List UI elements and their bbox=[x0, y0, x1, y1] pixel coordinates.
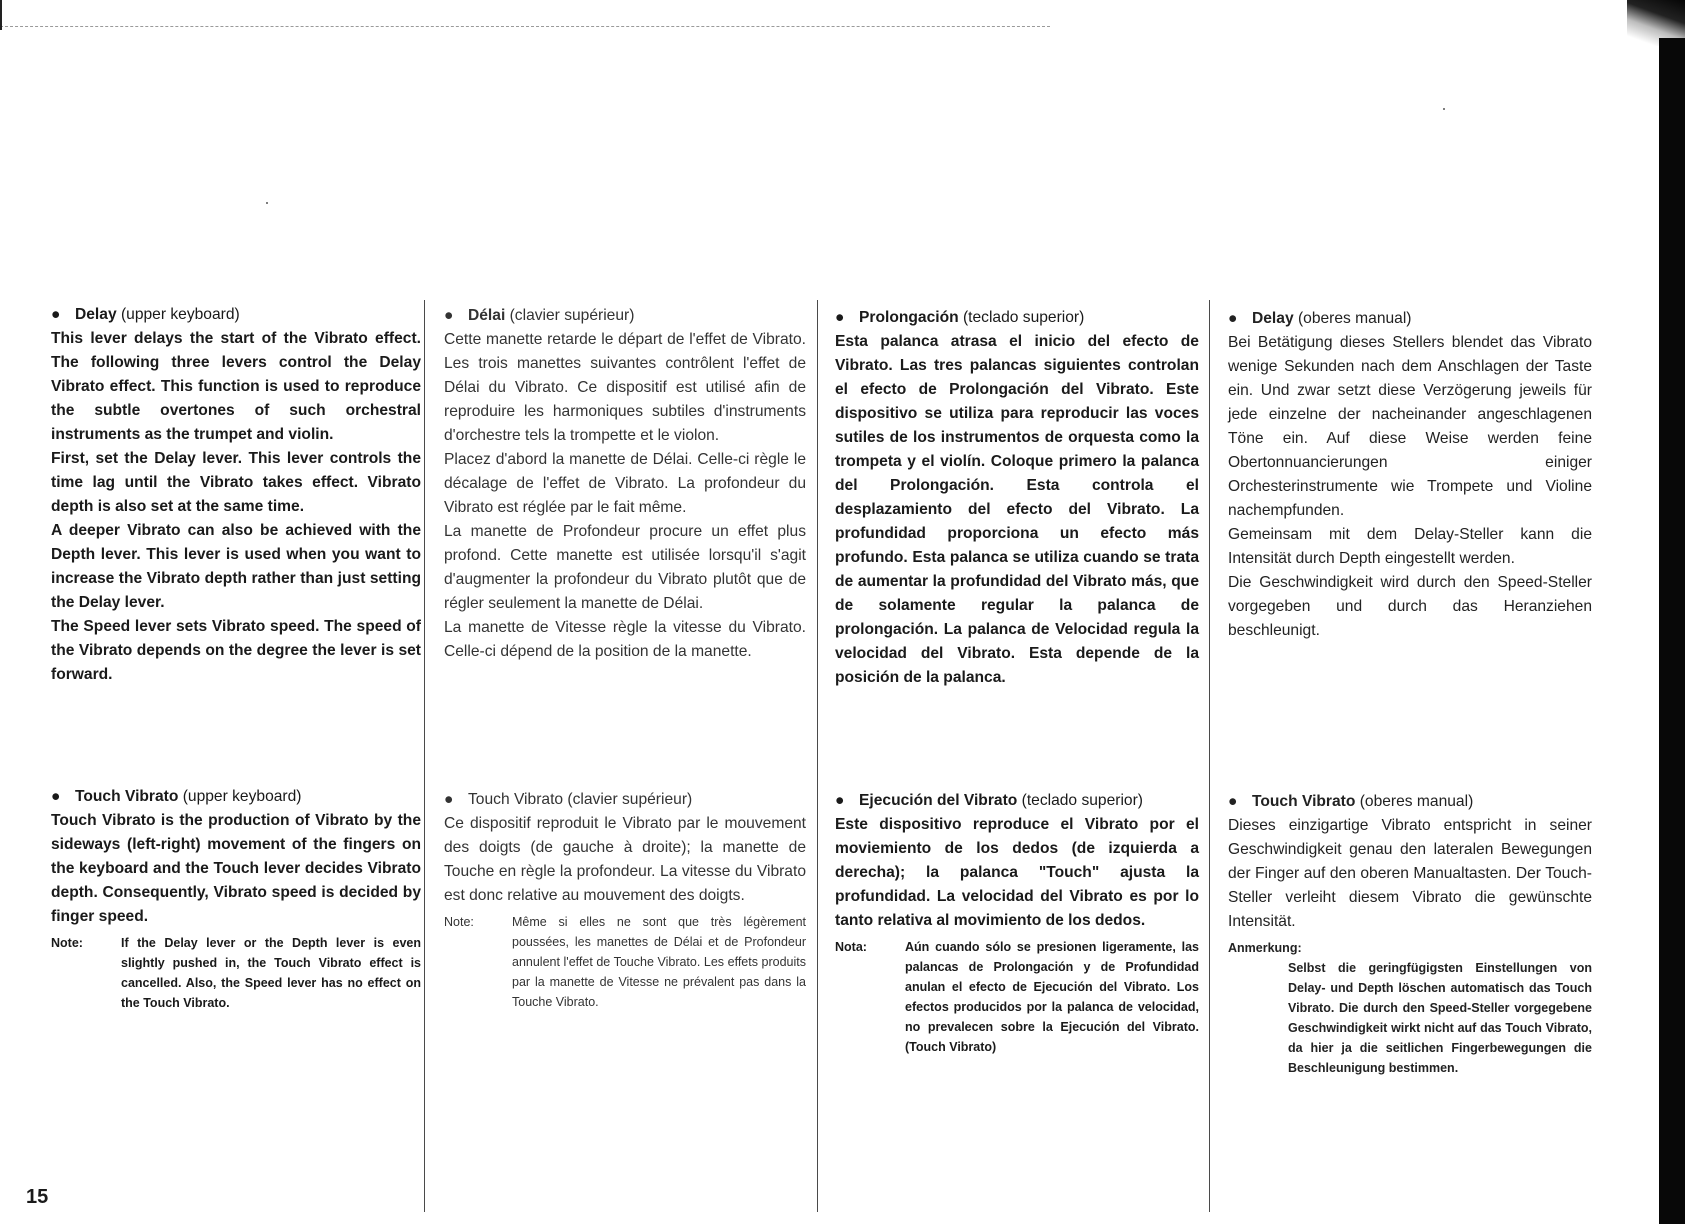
section-qualifier: (upper keyboard) bbox=[178, 788, 302, 805]
bullet-icon: ● bbox=[51, 306, 61, 323]
page-number: 15 bbox=[26, 1186, 49, 1208]
section-title: Délai bbox=[468, 307, 506, 324]
scan-speck bbox=[266, 202, 268, 204]
note-label: Anmerkung: bbox=[1228, 941, 1302, 955]
bullet-icon: ● bbox=[835, 792, 845, 809]
section-qualifier: (oberes manual) bbox=[1293, 310, 1412, 327]
english-touch-section bbox=[51, 785, 421, 1013]
section-title: Delay bbox=[1252, 310, 1294, 327]
scan-corner-mark bbox=[0, 0, 2, 30]
bullet-icon: ● bbox=[835, 309, 845, 326]
section-qualifier: (upper keyboard) bbox=[116, 306, 240, 323]
section-qualifier: (oberes manual) bbox=[1355, 793, 1474, 810]
bullet-icon: ● bbox=[444, 791, 454, 808]
scan-top-rule bbox=[0, 26, 1050, 27]
spanish-touch-section bbox=[835, 789, 1199, 1057]
bullet-icon: ● bbox=[1228, 793, 1238, 810]
column-divider bbox=[817, 300, 818, 1212]
english-delay-section bbox=[51, 303, 421, 687]
section-body: Ce dispositif reproduit le Vibrato par le mouvement des doigts (de gauche à droite); la manette de Touche en règle la profondeur. La vitesse du Vibrato est donc relative au mouvement des doigts. bbox=[444, 815, 806, 904]
note bbox=[51, 933, 421, 1013]
section-title: Prolongación bbox=[859, 309, 959, 326]
section-title: Touch Vibrato bbox=[75, 788, 179, 805]
note-label: Nota: bbox=[835, 940, 867, 954]
spanish-delay-section bbox=[835, 306, 1199, 690]
note bbox=[1228, 938, 1592, 1078]
section-title: Touch Vibrato bbox=[1252, 793, 1356, 810]
section-body: This lever delays the start of the Vibrato effect. The following three levers control the Delay Vibrato effect. This function is used to reproduce the subtle overtones of such orchestral instruments as the trumpet and violin. First, set the Delay lever. This lever controls the time lag until the Vibrato takes effect. Vibrato depth is also set at the same time. A deeper Vibrato can also be achieved with the Depth lever. This lever is used when you want to increase the Vibrato depth rather than just setting the Delay lever. The Speed lever sets Vibrato speed. The speed of the Vibrato depends on the degree the lever is set forward. bbox=[51, 330, 421, 683]
section-body: Touch Vibrato is the production of Vibrato by the sideways (left-right) movement of the fingers on the keyboard and the Touch lever decides Vibrato depth. Consequently, Vibrato speed is decided by finger speed. bbox=[51, 812, 421, 925]
bullet-icon: ● bbox=[444, 307, 454, 324]
bullet-icon: ● bbox=[51, 788, 61, 805]
note bbox=[835, 937, 1199, 1057]
note-label: Note: bbox=[444, 915, 474, 929]
note-text: Aún cuando sólo se presionen ligeramente, las palancas de Prolongación y de Profundidad anulan el efecto de Ejecución del Vibrato. Los efectos producidos por la palanca de velocidad, no prevalecen sobre la Ejecución del Vibrato. (Touch Vibrato) bbox=[905, 940, 1199, 1054]
note bbox=[444, 912, 806, 1012]
section-title: Delay bbox=[75, 306, 117, 323]
section-body: Cette manette retarde le départ de l'effet de Vibrato. Les trois manettes suivantes contrôlent l'effet de Délai du Vibrato. Ce dispositif est utilisé afin de reproduire les harmoniques subtiles d'instruments d'orchestre tels la trompette et le violon. Placez d'abord la manette de Délai. Celle-ci règle le décalage de l'effet de Vibrato. La profondeur du Vibrato est réglée par le fait même. La manette de Profondeur procure un effet plus profond. Cette manette est utilisée lorsqu'il s'agit d'augmenter la profondeur du Vibrato plutôt que de régler seulement la manette de Délai. La manette de Vitesse règle la vitesse du Vibrato. Celle-ci dépend de la position de la manette. bbox=[444, 331, 806, 660]
french-touch-section bbox=[444, 788, 806, 1012]
section-qualifier: (teclado superior) bbox=[958, 309, 1085, 326]
section-title: Touch Vibrato bbox=[468, 791, 564, 808]
section-body: Esta palanca atrasa el inicio del efecto de Vibrato. Las tres palancas siguientes controlan el efecto de Prolongación del Vibrato. Este dispositivo se utiliza para reproducir las voces sutiles de los instrumentos de orquesta como la trompeta y el violín. Coloque primero la palanca del Prolongación. Esta controla el desplazamiento del efecto del Vibrato. La profundidad proporciona un efecto más profundo. Esta palanca se utiliza cuando se trata de aumentar la profundidad del Vibrato más, que de solamente regular la palanca de prolongación. La palanca de Velocidad regula la velocidad del Vibrato. Esta depende de la posición de la palanca. bbox=[835, 333, 1199, 686]
section-qualifier: (teclado superior) bbox=[1017, 792, 1143, 809]
note-text: Selbst die geringfügigsten Einstellungen von Delay- und Depth löschen automatisch das Touch Vibrato. Die durch den Speed-Steller vorgegebene Geschwindigkeit wirkt nicht auf das Touch Vibrato, da hier ja die seitlichen Fingerbewegungen die Beschleunigung bestimmen. bbox=[1288, 961, 1592, 1075]
note-text: Même si elles ne sont que très légèrement poussées, les manettes de Délai et de Profondeur annulent l'effet de Touche Vibrato. Les effets produits par la manette de Vitesse ne prévalent pas dans la Touche Vibrato. bbox=[512, 915, 806, 1009]
german-delay-section bbox=[1228, 307, 1592, 643]
french-delay-section bbox=[444, 304, 806, 664]
note-text: If the Delay lever or the Depth lever is even slightly pushed in, the Touch Vibrato effect is cancelled. Also, the Speed lever has no effect on the Touch Vibrato. bbox=[121, 936, 421, 1010]
section-body: Dieses einzigartige Vibrato entspricht in seiner Geschwindigkeit genau den lateralen Bewegungen der Finger auf den oberen Manualtasten. Der Touch-Steller verleiht diesem Vibrato die gewünschte Intensität. bbox=[1228, 817, 1592, 930]
column-divider bbox=[424, 300, 425, 1212]
scan-speck bbox=[1443, 108, 1445, 110]
section-qualifier: (clavier supérieur) bbox=[563, 791, 693, 808]
section-qualifier: (clavier supérieur) bbox=[505, 307, 635, 324]
page-edge-shadow bbox=[1627, 0, 1685, 1224]
section-body: Bei Betätigung dieses Stellers blendet das Vibrato wenige Sekunden nach dem Anschlagen der Taste ein. Und zwar setzt diese Verzögerung jeweils für jede einzelne der nacheinander angeschlagenen Töne ein. Auf diese Weise werden feine Obertonnuancierungen einiger Orchesterinstrumente wie Trompete und Violine nachempfunden. Gemeinsam mit dem Delay-Steller kann die Intensität durch Depth eingestellt werden. Die Geschwindigkeit wird durch den Speed-Steller vorgegeben und durch das Heranziehen beschleunigt. bbox=[1228, 334, 1592, 639]
section-title: Ejecución del Vibrato bbox=[859, 792, 1018, 809]
bullet-icon: ● bbox=[1228, 310, 1238, 327]
note-label: Note: bbox=[51, 936, 83, 950]
section-body: Este dispositivo reproduce el Vibrato por el moviemiento de los dedos (de izquierda a derecha); la palanca "Touch" ajusta la profundidad. La velocidad del Vibrato es por lo tanto relativa al movimiento de los dedos. bbox=[835, 816, 1199, 929]
german-touch-section bbox=[1228, 790, 1592, 1078]
column-divider bbox=[1209, 300, 1210, 1212]
